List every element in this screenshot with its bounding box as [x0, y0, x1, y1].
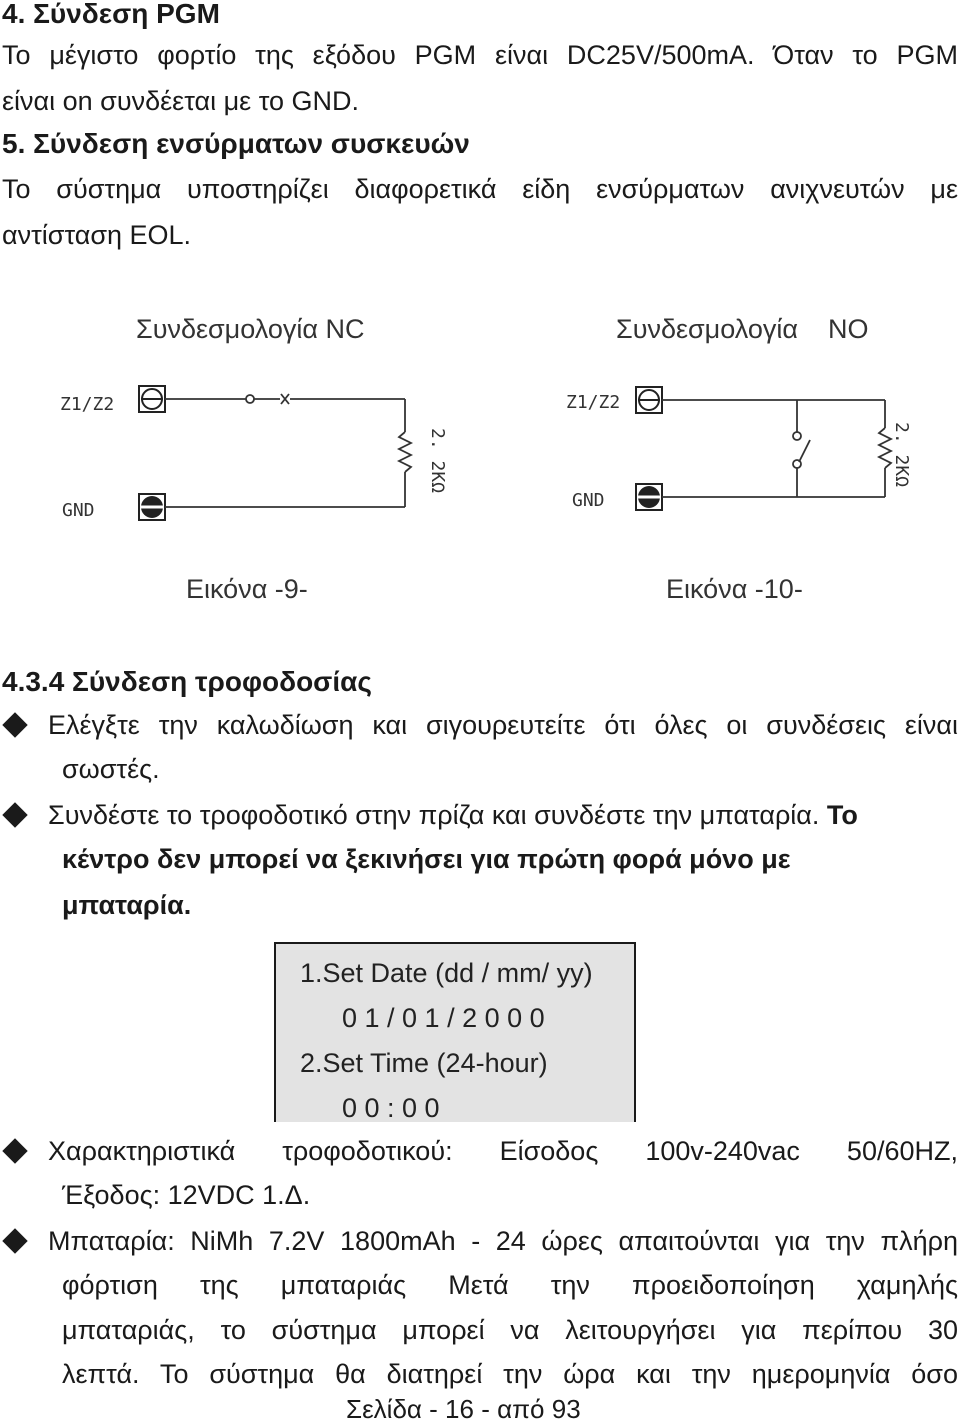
section-5-line-1: Το σύστημα υποστηρίζει διαφορετικά είδη ενσύρματων ανιχνευτών με: [2, 174, 958, 204]
power-bullet-4-line-3: μπαταριάς, το σύστημα μπορεί να λειτουργήσει για περίπου 30: [62, 1315, 958, 1345]
power-bullet-2-text: Συνδέστε το τροφοδοτικό στην πρίζα και συνδέστε την μπαταρία.: [48, 800, 820, 830]
section-4-line-2: είναι on συνδέεται με το GND.: [2, 86, 359, 116]
section-4-line-1: Το μέγιστο φορτίο της εξόδου PGM είναι DC25V/500mA. Όταν το PGM: [2, 40, 958, 70]
no-terminal-z1z2-label: Z1/Z2: [566, 392, 621, 413]
nc-resistor-label: 2. 2KΩ: [427, 428, 448, 494]
nc-terminal-gnd: [139, 494, 165, 520]
no-resistor-label: 2. 2KΩ: [891, 422, 912, 488]
power-bullet-1-line-1: Ελέγξτε την καλωδίωση και σιγουρευτείτε ότι όλες οι συνδέσεις είναι: [48, 710, 958, 740]
lcd-line-3: 2.Set Time (24-hour): [300, 1048, 548, 1078]
power-bullet-1-line-2: σωστές.: [62, 754, 160, 784]
no-terminal-gnd-label: GND: [572, 490, 605, 511]
power-bullet-4-line-2: φόρτιση της μπαταριάς Μετά την προειδοποίηση χαμηλής: [62, 1270, 958, 1300]
lcd-display: [274, 942, 636, 1122]
section-5-line-2: αντίσταση EOL.: [2, 220, 192, 250]
no-wiring-heading: Συνδεσμολογία NO: [616, 314, 869, 344]
no-wiring-diagram: [540, 370, 960, 540]
power-bullet-2-line-3: μπαταρία.: [62, 890, 192, 920]
nc-wiring-heading: Συνδεσμολογία NC: [136, 314, 365, 344]
bullet-diamond-icon: [2, 802, 27, 827]
no-terminal-gnd: [636, 484, 662, 510]
nc-wiring-diagram: [40, 370, 480, 540]
power-bullet-3-line-1: Χαρακτηριστικά τροφοδοτικού: Είσοδος 100v-240vac 50/60HZ,: [48, 1136, 958, 1166]
page-footer: Σελίδα - 16 - από 93: [346, 1394, 581, 1424]
nc-terminal-z1z2: [139, 386, 165, 412]
section-4-title: 4. Σύνδεση PGM: [2, 0, 220, 29]
power-bullet-2-bold-text: Το: [819, 800, 858, 830]
lcd-line-1: 1.Set Date (dd / mm/ yy): [300, 958, 593, 988]
no-terminal-z1z2: [636, 387, 662, 413]
power-bullet-4-line-4: λεπτά. Το σύστημα θα διατηρεί την ώρα και την ημερομηνία όσο: [62, 1359, 958, 1389]
lcd-line-4: 0 0 : 0 0: [342, 1093, 440, 1122]
power-bullet-3-line-2: Έξοδος: 12VDC 1.Δ.: [62, 1180, 311, 1210]
power-bullet-2-line-2: κέντρο δεν μπορεί να ξεκινήσει για πρώτη φορά μόνο με: [62, 844, 791, 874]
nc-terminal-gnd-label: GND: [62, 500, 95, 521]
figure-10-caption: Εικόνα -10-: [666, 574, 803, 604]
lcd-line-2: 0 1 / 0 1 / 2 0 0 0: [342, 1003, 545, 1033]
section-5-title: 5. Σύνδεση ενσύρματων συσκευών: [2, 128, 470, 159]
power-bullet-4-line-1: Μπαταρία: NiMh 7.2V 1800mAh - 24 ώρες απαιτούνται για την πλήρη: [48, 1226, 958, 1256]
nc-terminal-z1z2-label: Z1/Z2: [60, 394, 115, 415]
power-section-title: 4.3.4 Σύνδεση τροφοδοσίας: [2, 666, 372, 697]
no-circuit-wires: [662, 400, 891, 497]
bullet-diamond-icon: [2, 1228, 27, 1253]
nc-circuit-wires: [165, 394, 411, 507]
power-bullet-2-line-1: [48, 800, 858, 831]
bullet-diamond-icon: [2, 1138, 27, 1163]
bullet-diamond-icon: [2, 712, 27, 737]
figure-9-caption: Εικόνα -9-: [186, 574, 308, 604]
